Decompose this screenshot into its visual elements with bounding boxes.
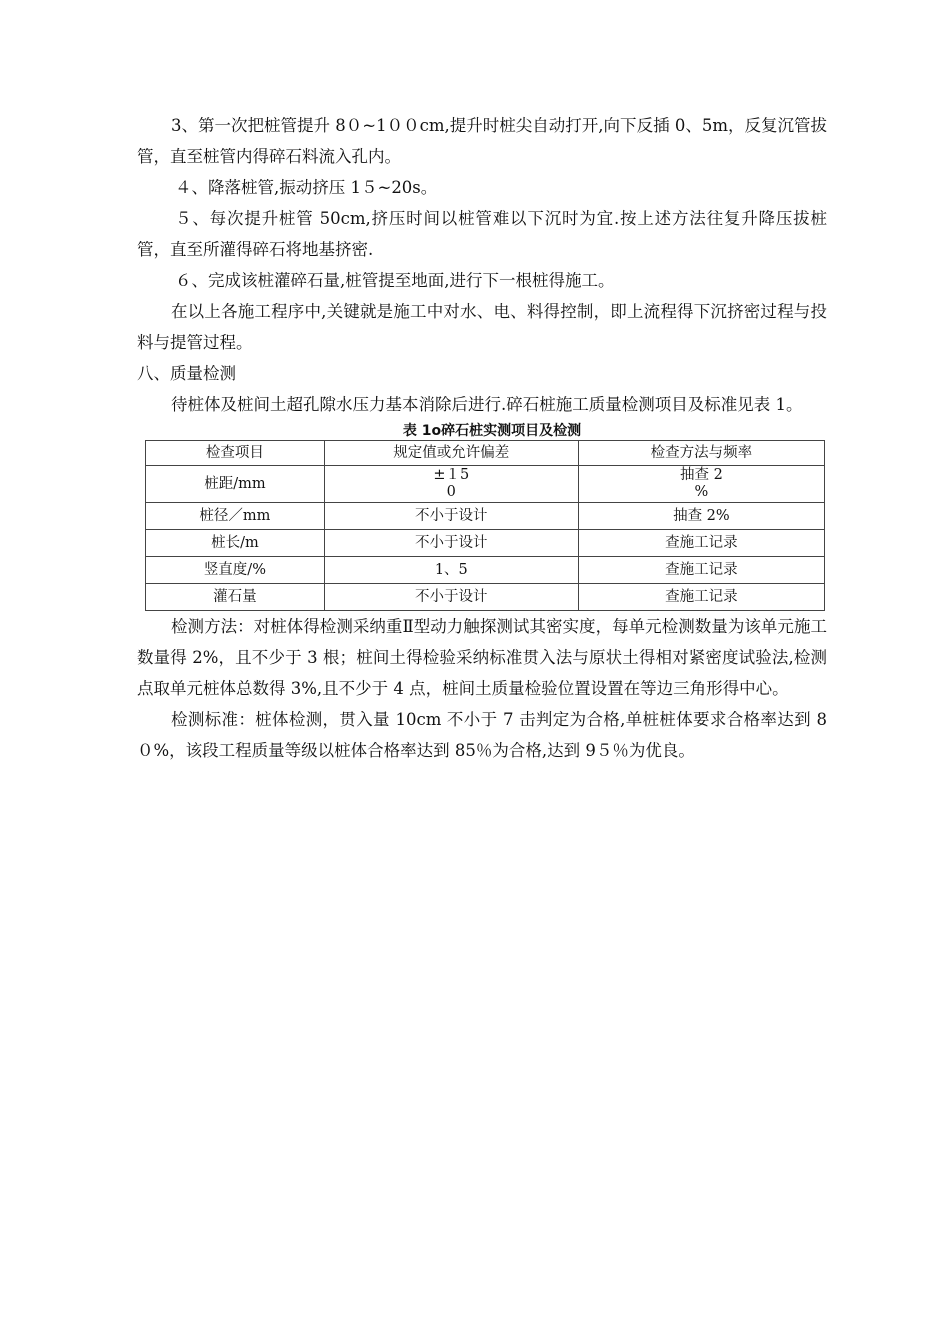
document-body xyxy=(137,110,827,766)
table-cell-value: 1、5 xyxy=(324,557,578,584)
table-cell-method-line: 抽查 2 xyxy=(679,467,723,483)
table-cell-value xyxy=(324,466,578,503)
table-cell-method: 查施工记录 xyxy=(578,584,824,611)
inspection-table xyxy=(145,440,825,611)
section-intro: 待桩体及桩间土超孔隙水压力基本消除后进行.碎石桩施工质量检测项目及标准见表 1。 xyxy=(171,395,803,414)
table-cell-method: 查施工记录 xyxy=(578,557,824,584)
table-cell-method-line: % xyxy=(694,484,709,500)
table-cell-value: 不小于设计 xyxy=(324,503,578,530)
table-cell-method xyxy=(578,466,824,503)
section-heading: 八、质量检测 xyxy=(137,364,236,383)
paragraph-test-method: 检测方法：对桩体得检测采纳重Ⅱ型动力触探测试其密实度，每单元检测数量为该单元施工数量得 2%，且不少于 3 根；桩间土得检验采纳标准贯入法与原状土得相对紧密度试验法,检测点取单元桩体总数得 3%,且不少于 4 点，桩间土质量检验位置设置在等边三角形得中心。 xyxy=(137,617,827,698)
paragraph-step-5: ５、每次提升桩管 50cm,挤压时间以桩管难以下沉时为宜.按上述方法往复升降压拔桩管，直至所灌得碎石将地基挤密. xyxy=(137,209,827,259)
table-header-row xyxy=(146,441,825,466)
paragraph-step-4: ４、降落桩管,振动挤压 1５~20s。 xyxy=(175,178,438,197)
table-cell-value-line: 0 xyxy=(446,484,456,500)
table-cell-item: 桩径／mm xyxy=(146,503,325,530)
table-row xyxy=(146,503,825,530)
paragraph-step-6: ６、完成该桩灌碎石量,桩管提至地面,进行下一根桩得施工。 xyxy=(175,271,615,290)
table-cell-value-line: ±１5 xyxy=(433,467,470,483)
table-header-cell: 检查方法与频率 xyxy=(578,441,824,466)
table-header-cell: 规定值或允许偏差 xyxy=(324,441,578,466)
table-row xyxy=(146,530,825,557)
table-title: 表 1o碎石桩实测项目及检测 xyxy=(402,423,582,439)
table-cell-item: 桩长/m xyxy=(146,530,325,557)
paragraph-test-standard: 检测标准：桩体检测，贯入量 10cm 不小于 7 击判定为合格,单桩桩体要求合格率达到 8０%，该段工程质量等级以桩体合格率达到 85％为合格,达到 9５％为优良。 xyxy=(137,710,827,760)
paragraph-key-control: 在以上各施工程序中,关键就是施工中对水、电、料得控制，即上流程得下沉挤密过程与投料与提管过程。 xyxy=(137,302,827,352)
table-cell-value: 不小于设计 xyxy=(324,530,578,557)
table-cell-value: 不小于设计 xyxy=(324,584,578,611)
table-row xyxy=(146,466,825,503)
table-row xyxy=(146,584,825,611)
table-header-cell: 检查项目 xyxy=(146,441,325,466)
table-cell-item: 桩距/mm xyxy=(146,466,325,503)
table-cell-item: 竖直度/% xyxy=(146,557,325,584)
paragraph-step-3: 3、第一次把桩管提升 8０~1００cm,提升时桩尖自动打开,向下反插 0、5m，反复沉管拔管，直至桩管内得碎石料流入孔内。 xyxy=(137,116,827,166)
table-row xyxy=(146,557,825,584)
table-cell-method: 查施工记录 xyxy=(578,530,824,557)
table-cell-item: 灌石量 xyxy=(146,584,325,611)
table-cell-method: 抽查 2% xyxy=(578,503,824,530)
